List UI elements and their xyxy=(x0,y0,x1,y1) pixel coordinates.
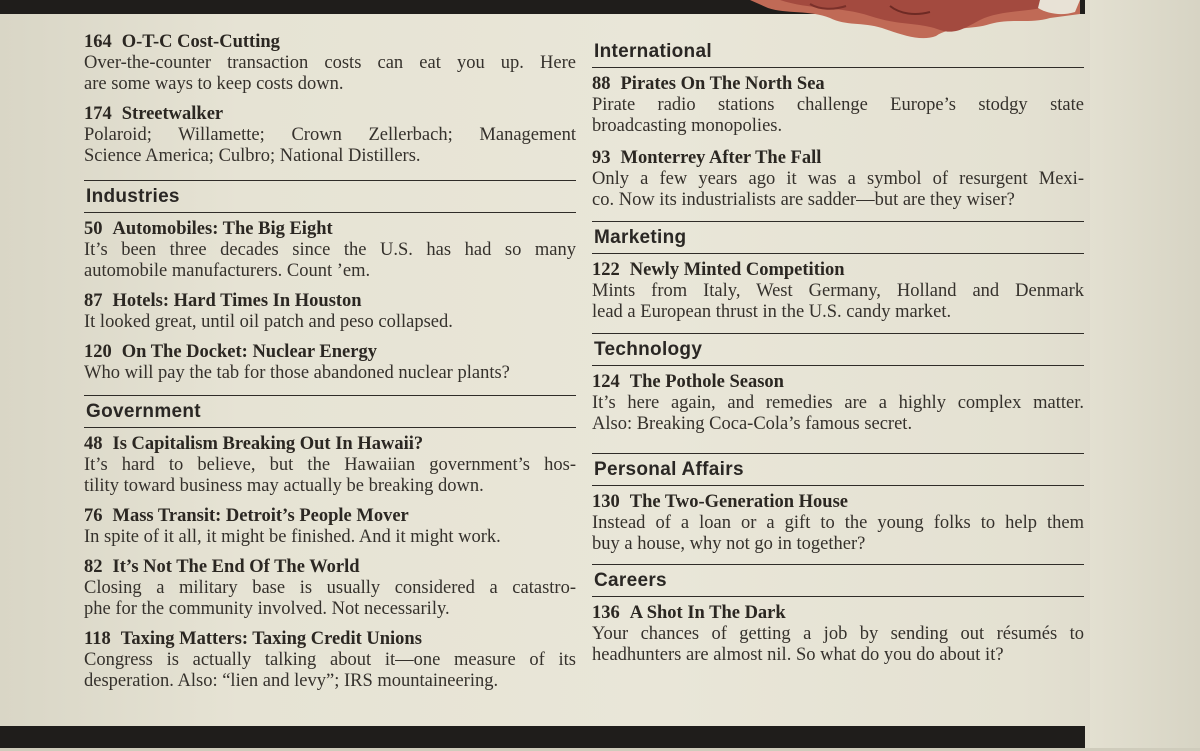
section-rule xyxy=(592,67,1084,68)
article-title: Is Capitalism Breaking Out In Hawaii? xyxy=(112,434,424,454)
section-heading-industries: Industries xyxy=(86,186,180,207)
page-number: 88 xyxy=(592,74,611,94)
article-description: headhunters are almost nil. So what do you do about it? xyxy=(592,645,1004,665)
article-title: Automobiles: The Big Eight xyxy=(112,219,333,239)
toc-entry[interactable] xyxy=(592,492,1084,555)
section-rule xyxy=(592,485,1084,486)
article-description: Mints from Italy, West Germany, Holland and Denmark xyxy=(592,281,1084,301)
page-number: 120 xyxy=(84,342,112,362)
section-heading-personal-affairs: Personal Affairs xyxy=(594,459,744,480)
toc-entry[interactable] xyxy=(592,603,1084,666)
article-title: On The Docket: Nuclear Energy xyxy=(121,342,377,362)
article-description: desperation. Also: “lien and levy”; IRS mountaineering. xyxy=(84,671,499,691)
article-description: Over-the-counter transaction costs can eat you up. Here xyxy=(84,53,576,73)
toc-entry[interactable] xyxy=(84,506,576,548)
article-title: The Pothole Season xyxy=(629,372,784,392)
toc-entry[interactable] xyxy=(592,372,1084,435)
page-number: 130 xyxy=(592,492,620,512)
toc-entry[interactable] xyxy=(84,629,576,692)
page-number: 136 xyxy=(592,603,620,623)
article-title: It’s Not The End Of The World xyxy=(112,557,360,577)
section-rule xyxy=(84,212,576,213)
article-description: Instead of a loan or a gift to the young folks to help them xyxy=(592,513,1084,533)
article-description: broadcasting monopolies. xyxy=(592,116,783,136)
article-description: Pirate radio stations challenge Europe’s stodgy state xyxy=(592,95,1084,115)
toc-entry[interactable] xyxy=(84,434,576,497)
article-title: O-T-C Cost-Cutting xyxy=(121,32,280,52)
article-description: co. Now its industrialists are sadder—but are they wiser? xyxy=(592,190,1015,210)
section-rule xyxy=(592,365,1084,366)
article-title: Newly Minted Competition xyxy=(629,260,845,280)
article-description: Closing a military base is usually considered a catastro- xyxy=(84,578,576,598)
toc-entry[interactable] xyxy=(84,342,576,384)
page-number: 87 xyxy=(84,291,103,311)
article-title: The Two-Generation House xyxy=(629,492,848,512)
section-heading-marketing: Marketing xyxy=(594,227,687,248)
page-margin xyxy=(1090,0,1200,751)
article-description: Congress is actually talking about it—one measure of its xyxy=(84,650,576,670)
article-description: It’s hard to believe, but the Hawaiian government’s hos- xyxy=(84,455,576,475)
article-title: Streetwalker xyxy=(121,104,224,124)
toc-entry[interactable] xyxy=(84,219,576,282)
bottom-black-bar xyxy=(0,726,1085,748)
section-rule xyxy=(592,596,1084,597)
article-title: Pirates On The North Sea xyxy=(620,74,825,94)
toc-entry[interactable] xyxy=(84,291,576,333)
right-column xyxy=(592,36,1084,666)
article-description: In spite of it all, it might be finished. And it might work. xyxy=(84,527,501,547)
article-description: lead a European thrust in the U.S. candy market. xyxy=(592,302,952,322)
page-number: 48 xyxy=(84,434,103,454)
article-description: buy a house, why not go in together? xyxy=(592,534,866,554)
article-title: Monterrey After The Fall xyxy=(620,148,822,168)
section-rule xyxy=(84,427,576,428)
article-description: Your chances of getting a job by sending out résumés to xyxy=(592,624,1084,644)
illustration-fragment xyxy=(750,0,1080,40)
article-title: A Shot In The Dark xyxy=(629,603,786,623)
article-description: phe for the community involved. Not necessarily. xyxy=(84,599,450,619)
left-column xyxy=(84,32,576,692)
article-description: It’s here again, and remedies are a highly complex matter. xyxy=(592,393,1084,413)
toc-entry[interactable] xyxy=(592,74,1084,137)
article-description: Also: Breaking Coca-Cola’s famous secret. xyxy=(592,414,913,434)
toc-entry[interactable] xyxy=(592,148,1084,211)
article-description: automobile manufacturers. Count ’em. xyxy=(84,261,371,281)
section-heading-careers: Careers xyxy=(594,570,667,591)
page-number: 82 xyxy=(84,557,103,577)
article-description: It looked great, until oil patch and peso collapsed. xyxy=(84,312,453,332)
page-number: 124 xyxy=(592,372,620,392)
article-description: Science America; Culbro; National Distillers. xyxy=(84,146,421,166)
article-title: Taxing Matters: Taxing Credit Unions xyxy=(120,629,422,649)
section-heading-international: International xyxy=(594,41,712,62)
section-heading-technology: Technology xyxy=(594,339,703,360)
page-number: 174 xyxy=(84,104,112,124)
toc-entry[interactable] xyxy=(592,260,1084,323)
article-description: Polaroid; Willamette; Crown Zellerbach; Management xyxy=(84,125,576,145)
page-number: 118 xyxy=(84,629,111,649)
section-heading-government: Government xyxy=(86,401,201,422)
article-description: It’s been three decades since the U.S. has had so many xyxy=(84,240,576,260)
page-number: 76 xyxy=(84,506,103,526)
page-number: 122 xyxy=(592,260,620,280)
page-number: 50 xyxy=(84,219,103,239)
article-description: Who will pay the tab for those abandoned nuclear plants? xyxy=(84,363,510,383)
article-description: are some ways to keep costs down. xyxy=(84,74,344,94)
article-title: Mass Transit: Detroit’s People Mover xyxy=(112,506,409,526)
article-description: Only a few years ago it was a symbol of resurgent Mexi- xyxy=(592,169,1084,189)
article-title: Hotels: Hard Times In Houston xyxy=(112,291,362,311)
section-rule xyxy=(592,253,1084,254)
page-number: 93 xyxy=(592,148,611,168)
toc-entry[interactable] xyxy=(84,32,576,95)
toc-entry[interactable] xyxy=(84,104,576,167)
toc-entry[interactable] xyxy=(84,557,576,620)
article-description: tility toward business may actually be breaking down. xyxy=(84,476,484,496)
page-number: 164 xyxy=(84,32,112,52)
